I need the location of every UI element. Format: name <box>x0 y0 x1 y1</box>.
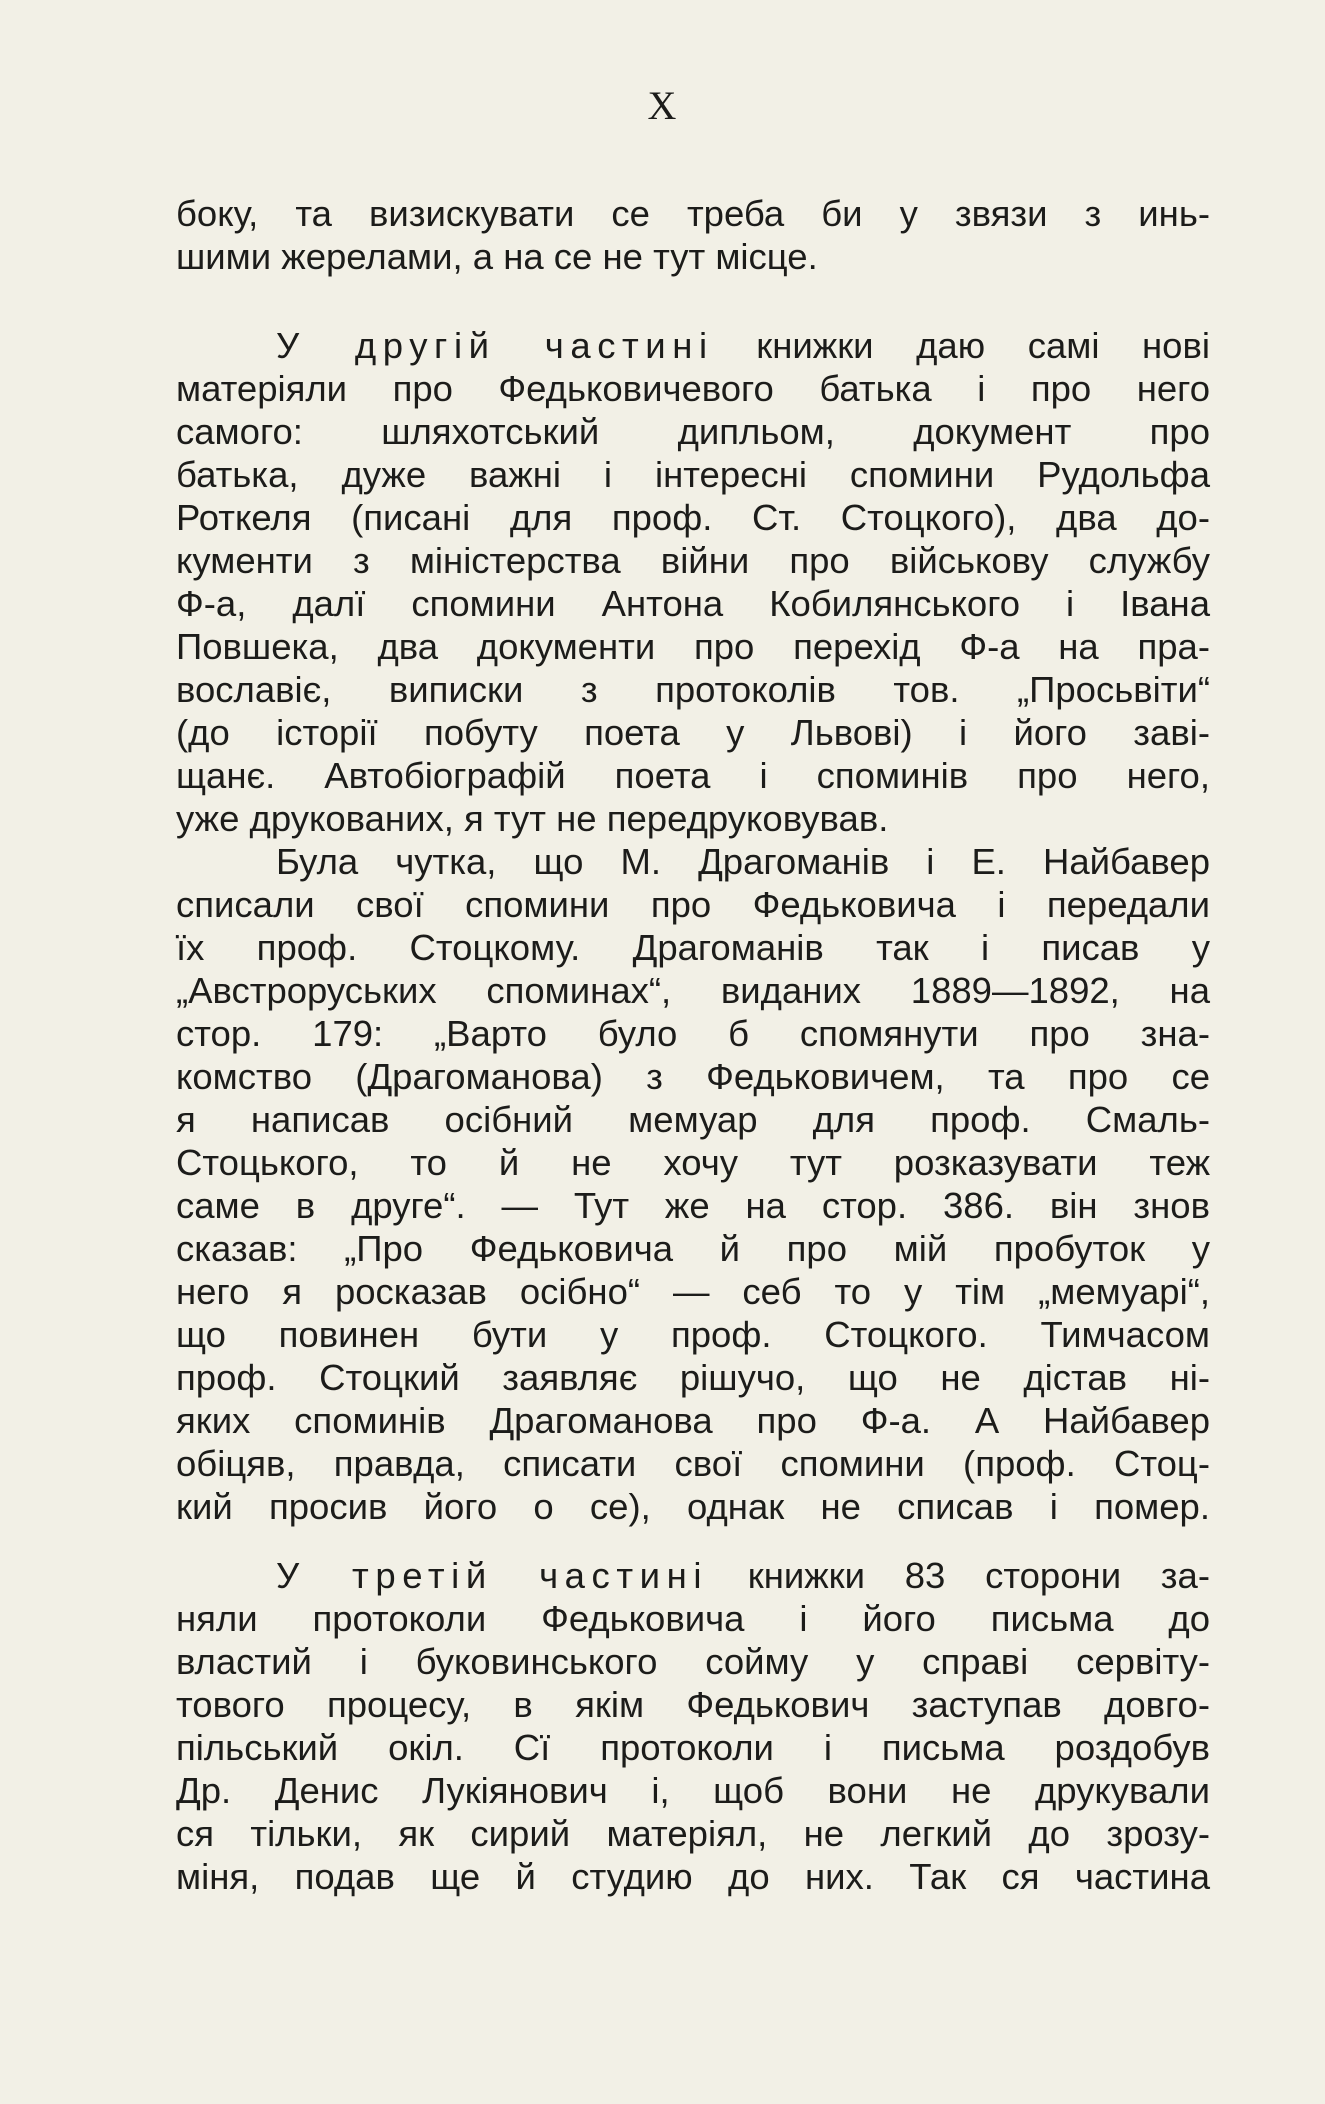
text-line: яких споминів Драгоманова про Ф-а. А Найбавер <box>176 1400 1210 1441</box>
text-line: Ф-а, далї спомини Антона Кобилянського і Івана <box>176 583 1210 624</box>
text-line: проф. Стоцкий заявляє рішучо, що не дістав ні- <box>176 1357 1210 1398</box>
text-line: я написав осібний мемуар для проф. Смаль- <box>176 1099 1210 1140</box>
text-line-first <box>176 324 1210 367</box>
text-line: батька, дуже важні і інтересні спомини Рудольфа <box>176 454 1210 495</box>
text-line: обіцяв, правда, списати свої спомини (проф. Стоц- <box>176 1443 1210 1484</box>
text-line: кументи з міністерства війни про військову службу <box>176 540 1210 581</box>
text-line: міня, подав ще й студию до них. Так ся частина <box>176 1856 1210 1897</box>
section-two-first-rest: книжки даю самі нові <box>756 325 1210 366</box>
text-line: няли протоколи Федьковича і його письма до <box>176 1598 1210 1639</box>
text-line: тового процесу, в якім Федькович заступав довго- <box>176 1684 1210 1725</box>
text-line: „Австроруських споминах“, виданих 1889—1892, на <box>176 970 1210 1011</box>
text-line: вославіє, виписки з протоколів тов. „Просьвіти“ <box>176 669 1210 710</box>
text-line: Повшека, два документи про перехід Ф-а на пра- <box>176 626 1210 667</box>
text-line: шими жерелами, а на се не тут місце. <box>176 236 818 277</box>
text-line-first <box>176 1554 1210 1597</box>
text-line: ся тільки, як сирий матеріял, не легкий до зрозу- <box>176 1813 1210 1854</box>
continuation-paragraph <box>176 192 1210 278</box>
text-line: кий просив його о се), однак не списав і помер. <box>176 1486 1210 1527</box>
text-line-indented: Була чутка, що М. Драгоманів і Е. Найбавер <box>276 841 1210 882</box>
section-three-paragraph <box>176 1554 1210 1898</box>
section-three-first-rest: книжки 83 сторони за- <box>747 1555 1210 1596</box>
text-line: матеріяли про Федьковичевого батька і про него <box>176 368 1210 409</box>
text-line: списали свої спомини про Федьковича і передали <box>176 884 1210 925</box>
text-line: властий і буковинського сойму у справі сервіту- <box>176 1641 1210 1682</box>
section-three-lead: У третій частині <box>276 1555 709 1596</box>
section-two-lead: У другій частині <box>276 325 714 366</box>
text-line: Др. Денис Лукіянович і, щоб вони не друкували <box>176 1770 1210 1811</box>
text-line: него я росказав осібно“ — себ то у тім „мемуарі“, <box>176 1271 1210 1312</box>
text-line: Роткеля (писані для проф. Ст. Стоцкого), два до- <box>176 497 1210 538</box>
text-line: самого: шляхотський дипльом, документ про <box>176 411 1210 452</box>
text-line: боку, та визискувати се треба би у звязи з инь- <box>176 193 1210 234</box>
text-line: стор. 179: „Варто було б спомянути про зна- <box>176 1013 1210 1054</box>
page-number: X <box>647 83 678 128</box>
text-line: Стоцького, то й не хочу тут розказувати теж <box>176 1142 1210 1183</box>
text-line: їх проф. Стоцкому. Драгоманів так і писав у <box>176 927 1210 968</box>
text-line: уже друкованих, я тут не передруковував. <box>176 798 889 839</box>
text-line: (до історії побуту поета у Львові) і його заві- <box>176 712 1210 753</box>
text-line: сказав: „Про Федьковича й про мій пробуток у <box>176 1228 1210 1269</box>
section-two-paragraphs <box>176 324 1210 1528</box>
text-line: комство (Драгоманова) з Федьковичем, та про се <box>176 1056 1210 1097</box>
text-line: щанє. Автобіографій поета і споминів про него, <box>176 755 1210 796</box>
text-line: пільський окіл. Сї протоколи і письма роздобув <box>176 1727 1210 1768</box>
text-line: що повинен бути у проф. Стоцкого. Тимчасом <box>176 1314 1210 1355</box>
text-line: саме в друге“. — Тут же на стор. 386. він знов <box>176 1185 1210 1226</box>
